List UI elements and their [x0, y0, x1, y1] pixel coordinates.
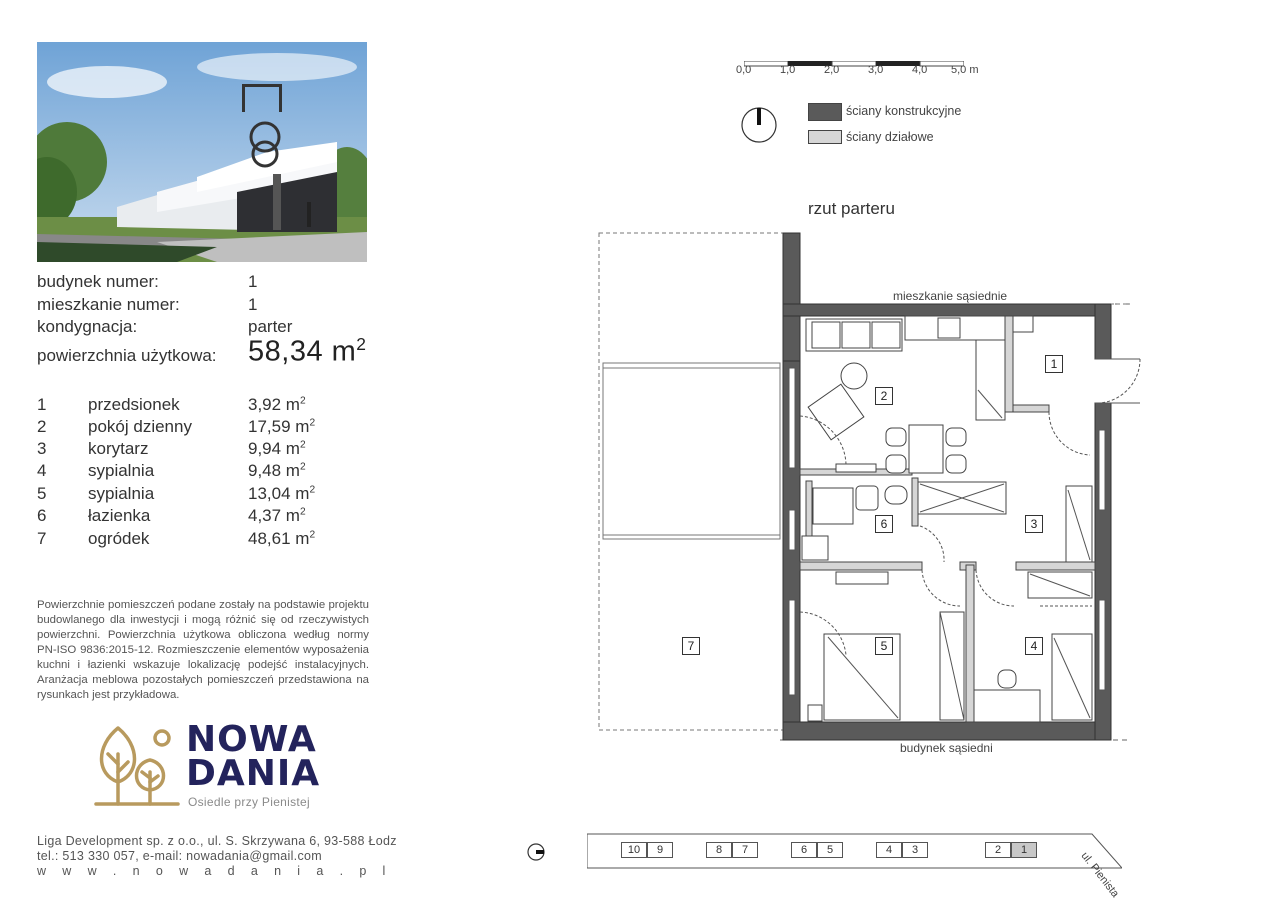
plan-room-1-tag: 1 — [1045, 355, 1063, 373]
site-unit-5: 5 — [817, 842, 843, 858]
room-area: 3,92 $m^2$ — [248, 395, 306, 414]
site-unit-2: 2 — [985, 842, 1011, 858]
structural-wall-swatch — [808, 103, 842, 121]
partition-wall-swatch — [808, 130, 842, 144]
plan-room-5-tag: 5 — [875, 637, 893, 655]
room-name: ogródek — [88, 529, 150, 548]
building-number-value: 1 — [248, 272, 258, 291]
logo-trees-icon — [92, 724, 182, 813]
logo-subtitle: Osiedle przy Pienistej — [188, 795, 310, 809]
logo-wordmark: NOWA DANIA — [186, 719, 321, 794]
structural-wall-label: ściany konstrukcyjne — [846, 104, 962, 118]
plan-room-7-tag: 7 — [682, 637, 700, 655]
room-area: 9,94 $m^2$ — [248, 439, 306, 458]
room-number: 7 — [37, 529, 47, 548]
building-number-label: budynek numer: — [37, 272, 159, 291]
site-unit-1-highlighted: 1 — [1011, 842, 1037, 858]
room-area: 9,48 $m^2$ — [248, 461, 306, 480]
scale-tick-label: 3,0 — [868, 64, 884, 76]
room-number: 2 — [37, 417, 47, 436]
floor-label: kondygnacja: — [37, 317, 138, 336]
scale-bar — [744, 56, 964, 74]
plan-room-3-tag: 3 — [1025, 515, 1043, 533]
site-north-icon — [526, 842, 546, 867]
scale-tick-label: 5,0 m — [951, 64, 979, 76]
site-unit-3: 3 — [902, 842, 928, 858]
room-number: 5 — [37, 484, 47, 503]
company-address: Liga Development sp. z o.o., ul. S. Skrzywana 6, 93-588 Łodz — [37, 834, 397, 848]
usable-area-label: powierzchnia użytkowa: — [37, 346, 217, 365]
partition-wall-label: ściany działowe — [846, 130, 934, 144]
room-name: przedsionek — [88, 395, 180, 414]
room-area: 13,04 $m^2$ — [248, 484, 316, 503]
room-area: 48,61 $m^2$ — [248, 529, 316, 548]
plan-room-2-tag: 2 — [875, 387, 893, 405]
room-name: korytarz — [88, 439, 149, 458]
site-unit-7: 7 — [732, 842, 758, 858]
room-number: 4 — [37, 461, 47, 480]
room-name: pokój dzienny — [88, 417, 192, 436]
north-arrow-icon — [740, 106, 778, 149]
room-number: 3 — [37, 439, 47, 458]
street-label: ul. Pienista — [1078, 850, 1122, 900]
room-area: 4,37 $m^2$ — [248, 506, 306, 525]
room-name: sypialnia — [88, 461, 155, 480]
site-unit-9: 9 — [647, 842, 673, 858]
room-number: 1 — [37, 395, 47, 414]
room-number: 6 — [37, 506, 47, 525]
plan-room-4-tag: 4 — [1025, 637, 1043, 655]
apartment-number-label: mieszkanie numer: — [37, 295, 180, 314]
scale-tick-label: 2,0 — [824, 64, 840, 76]
site-unit-10: 10 — [621, 842, 647, 858]
site-unit-4: 4 — [876, 842, 902, 858]
apartment-number-value: 1 — [248, 295, 258, 314]
scale-tick-label: 4,0 — [912, 64, 928, 76]
neighbor-building-label: budynek sąsiedni — [900, 741, 993, 755]
scale-tick-label: 1,0 — [780, 64, 796, 76]
building-render-image — [37, 42, 367, 262]
room-name: łazienka — [88, 506, 151, 525]
room-name: sypialnia — [88, 484, 155, 503]
neighbor-apartment-label: mieszkanie sąsiednie — [893, 289, 1008, 303]
scale-tick-label: 0,0 — [736, 64, 752, 76]
room-area: 17,59 $m^2$ — [248, 417, 316, 436]
disclaimer-text: Powierzchnie pomieszczeń podane zostały na podstawie projektu budowlanego dla inwestycji i mogą różnić się od rzeczywistych powierzchni. Powierzchnia użytkowa obliczona według normy PN-ISO 9836:2015-12. Rozmieszczenie elementów wyposażenia kuchni i łazienki wskazuje lokalizację podejść instalacyjnych. Aranżacja meblowa pozostałych pomieszczeń przedstawiona na rysunkach jest przykładowa. — [37, 599, 369, 701]
floor-value: parter — [248, 317, 293, 336]
usable-area-value: 58,34 $m^2$ — [248, 334, 367, 368]
floor-plan — [590, 225, 1150, 755]
plan-room-6-tag: 6 — [875, 515, 893, 533]
company-website: w w w . n o w a d a n i a . p l — [37, 864, 392, 878]
site-unit-8: 8 — [706, 842, 732, 858]
company-phone-email: tel.: 513 330 057, e-mail: nowadania@gmail.com — [37, 849, 322, 863]
site-unit-6: 6 — [791, 842, 817, 858]
plan-title: rzut parteru — [808, 199, 895, 218]
